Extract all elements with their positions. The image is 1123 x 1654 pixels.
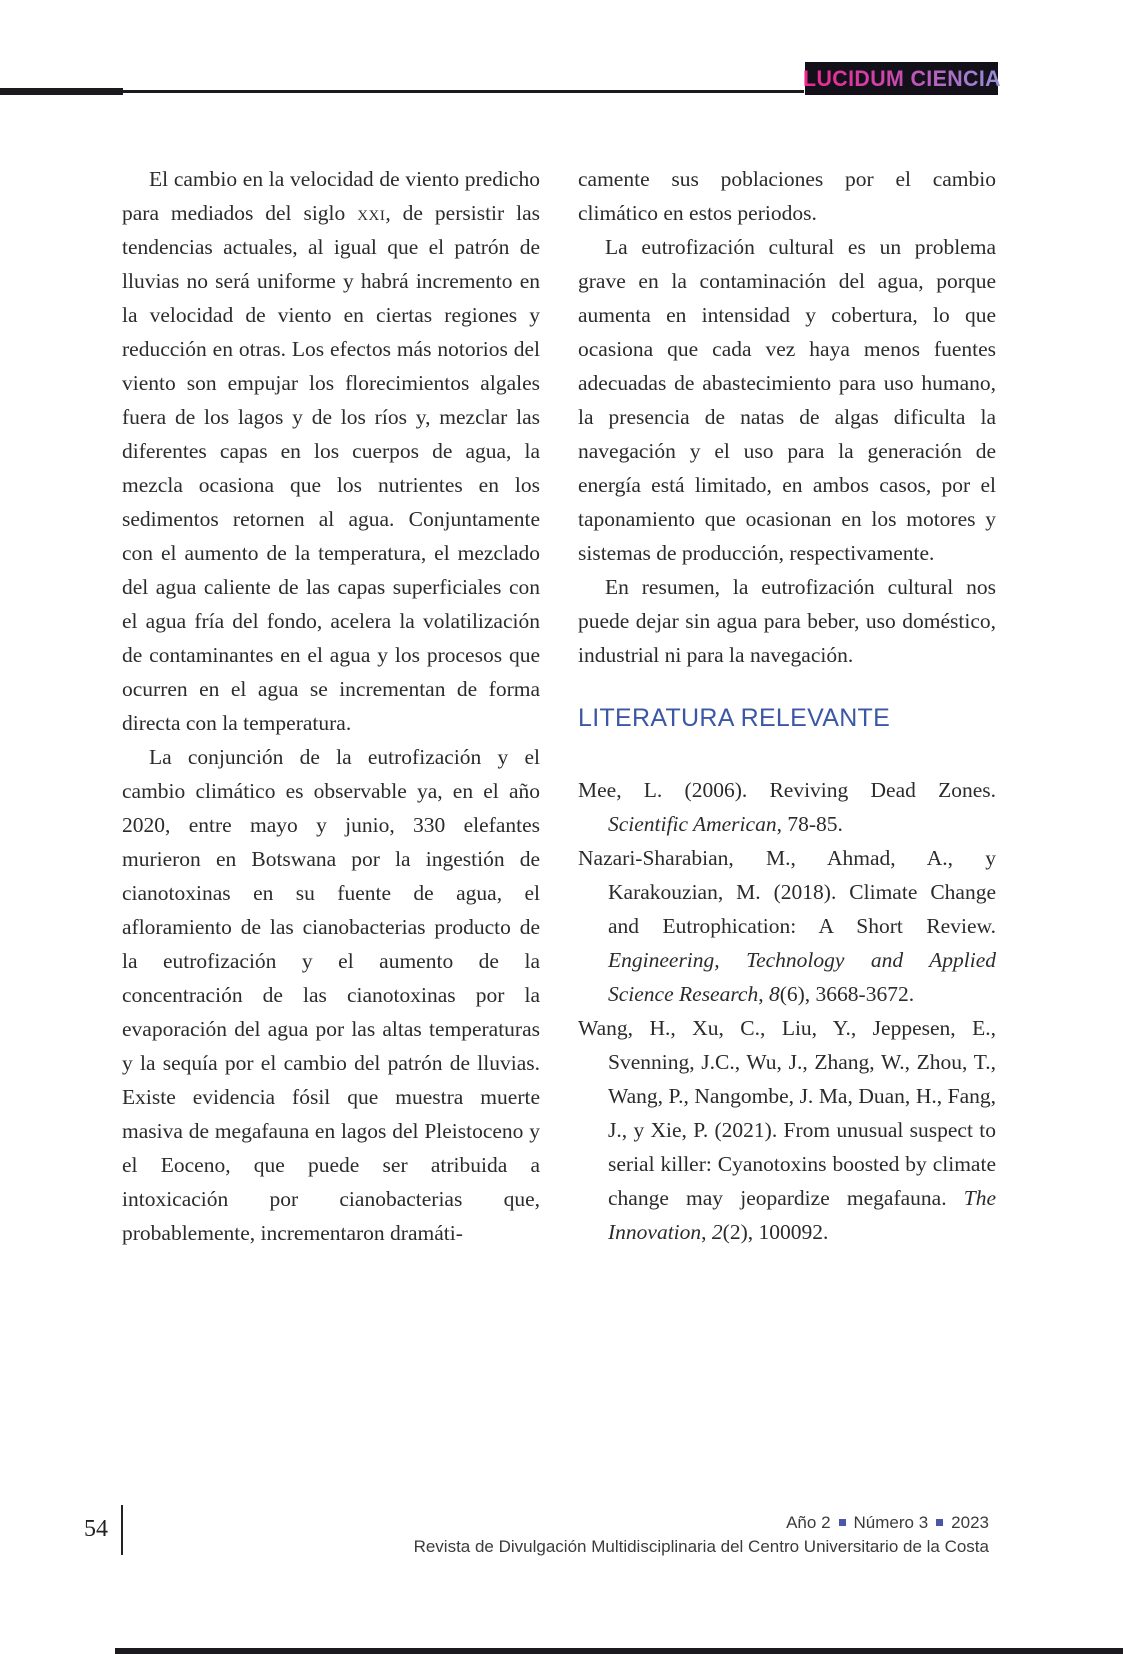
reference-entry [578,773,996,841]
reference-entry [578,1011,996,1249]
text-segment: (6), 3668-3672. [779,982,915,1006]
text-segment: , [701,1220,712,1244]
issue-number: Número 3 [853,1513,929,1532]
reference-entry [578,841,996,1011]
journal-name: Revista de Divulgación Multidisciplinaria del Centro Universitario de la Costa [413,1537,989,1556]
issue-edition-year: 2023 [951,1513,989,1532]
text-segment: El cambio en la velocidad de viento predicho para mediados del siglo [122,167,540,225]
text-segment: , 78-85. [776,812,843,836]
text-segment: La conjunción de la eutrofización y el cambio climático es observable ya, en el año 2020, entre mayo y junio, 330 elefantes murieron en Botswana por la ingestión de cianotoxinas en su fuente de agua, el afloramiento de las cianobacterias producto de la eutrofización y el aumento de la concentración de las cianotoxinas por la evaporación del agua por las altas temperaturas y la sequía por el cambio del patrón de lluvias. Existe evidencia fósil que muestra muerte masiva de megafauna en lagos del Pleistoceno y el Eoceno, que puede ser atribuida a intoxicación por cianobacterias que, probablemente, incrementaron dramáti- [122,745,540,1245]
text-segment: 2 [711,1220,723,1244]
right-column-paragraphs [578,162,996,672]
square-bullet-icon [936,1519,943,1526]
square-bullet-icon [839,1519,846,1526]
left-column [122,162,540,1250]
text-segment: xxi [357,201,386,225]
text-segment: Mee, L. (2006). Reviving Dead Zones. [578,778,996,802]
text-segment: 8 [768,982,780,1006]
issue-line [414,1511,989,1535]
text-segment: En resumen, la eutrofización cultural nos puede dejar sin agua para beber, uso doméstico, industrial ni para la navegación. [578,575,996,667]
header-rule [123,90,804,93]
text-segment: (2), 100092. [722,1220,829,1244]
paragraph [122,740,540,1250]
text-segment: camente sus poblaciones por el cambio climático en estos periodos. [578,167,996,225]
text-segment: Nazari-Sharabian, M., Ahmad, A., y Karakouzian, M. (2018). Climate Change and Eutrophication: A Short Review. [578,846,996,938]
header-left-bar [0,88,123,95]
text-segment: Scientific American [608,812,777,836]
text-segment: La eutrofización cultural es un problema grave en la contaminación del agua, porque aumenta en intensidad y cobertura, lo que ocasiona que cada vez haya menos fuentes adecuadas de abastecimiento para uso humano, la presencia de natas de algas dificulta la navegación y el uso para la generación de energía está limitado, en ambos casos, por el taponamiento que ocasionan en los motores y sistemas de producción, respectivamente. [578,235,996,565]
right-column [578,162,996,1249]
text-segment: The Innovation [608,1186,996,1244]
footer-divider [121,1505,123,1555]
text-segment: Wang, H., Xu, C., Liu, Y., Jeppesen, E., Svenning, J.C., Wu, J., Zhang, W., Zhou, T., Wang, P., Nangombe, J. Ma, Duan, H., Fang, J., y Xie, P. (2021). From unusual suspect to serial killer: Cyanotoxins boosted by climate change may jeopardize megafauna. [578,1016,996,1210]
reference-list [578,773,996,1249]
page-number: 54 [84,1516,108,1542]
paragraph [122,162,540,740]
journal-logo-text: LUCIDUM CIENCIA [802,65,1001,91]
paragraph [578,162,996,230]
paragraph [578,230,996,570]
issue-year: Año 2 [786,1513,831,1532]
section-heading: LITERATURA RELEVANTE [578,704,891,732]
journal-logo [802,62,1001,95]
bottom-bar [115,1648,1123,1654]
text-segment: Engineering, Technology and Applied Science Research [608,948,996,1006]
footer-info [414,1511,989,1559]
paragraph [578,570,996,672]
text-segment: , de persistir las tendencias actuales, al igual que el patrón de lluvias no será uniforme y habrá incremento en la velocidad de viento en ciertas regiones y reducción en otras. Los efectos más notorios del viento son empujar los florecimientos algales fuera de los lagos y de los ríos y, mezclar las diferentes capas en los cuerpos de agua, la mezcla ocasiona que los nutrientes en los sedimentos retornen al agua. Conjuntamente con el aumento de la temperatura, el mezclado del agua caliente de las capas superficiales con el agua fría del fondo, acelera la volatilización de contaminantes en el agua y los procesos que ocurren en el agua se incrementan de forma directa con la temperatura. [122,201,540,735]
text-segment: , [758,982,769,1006]
